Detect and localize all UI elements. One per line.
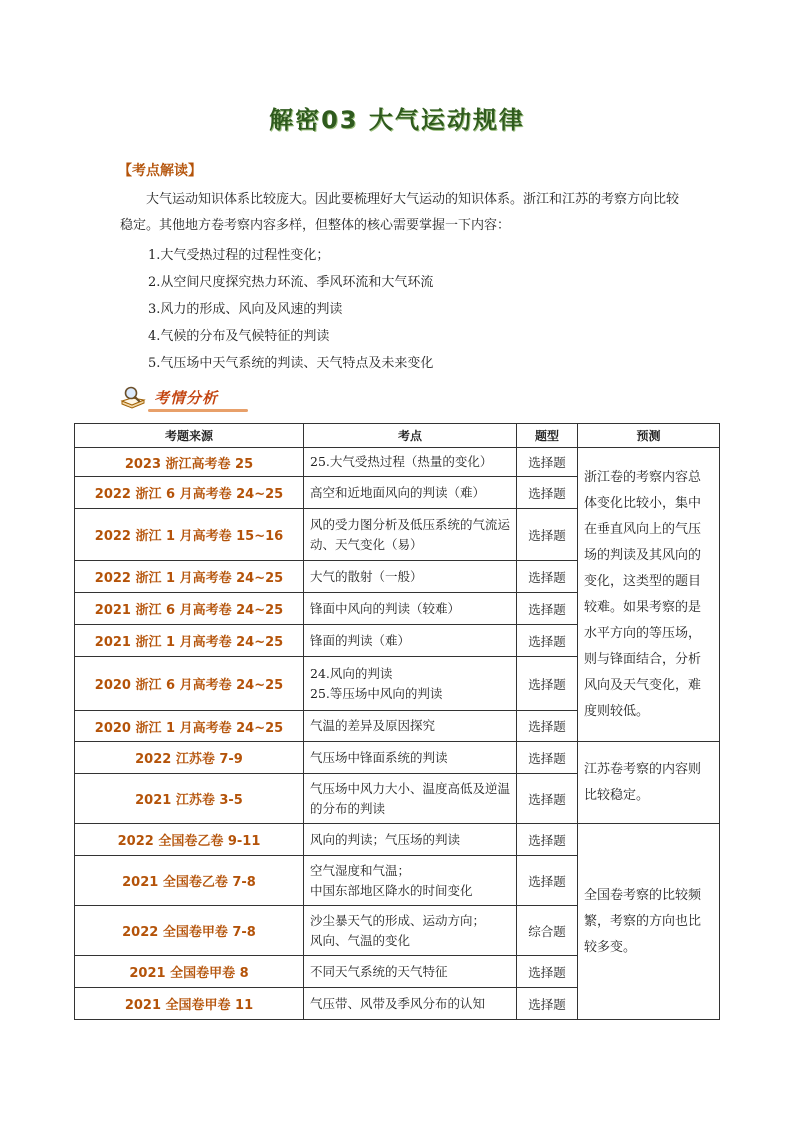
- column-header: 预测: [578, 424, 720, 448]
- type-cell: 选择题: [517, 593, 578, 625]
- point-line: 中国东部地区降水的时间变化: [310, 882, 473, 898]
- list-item: 2.从空间尺度探究热力环流、季风环流和大气环流: [148, 275, 434, 290]
- banner-underline: [148, 409, 248, 412]
- type-cell: 选择题: [517, 477, 578, 509]
- type-cell: 选择题: [517, 625, 578, 657]
- source-cell: 2020 浙江 1 月高考卷 24~25: [75, 711, 304, 742]
- column-header: 题型: [517, 424, 578, 448]
- type-cell: 选择题: [517, 856, 578, 906]
- source-cell: 2020 浙江 6 月高考卷 24~25: [75, 657, 304, 711]
- source-cell: 2021 全国卷乙卷 7-8: [75, 856, 304, 906]
- point-cell: 气压带、风带及季风分布的认知: [304, 988, 517, 1020]
- table-header-row: [75, 424, 720, 448]
- point-cell: [304, 856, 517, 906]
- point-cell: 大气的散射（一般）: [304, 561, 517, 593]
- point-cell: 气压场中风力大小、温度高低及逆温的分布的判读: [304, 774, 517, 824]
- source-cell: 2022 浙江 6 月高考卷 24~25: [75, 477, 304, 509]
- source-cell: 2021 全国卷甲卷 8: [75, 956, 304, 988]
- column-header: 考点: [304, 424, 517, 448]
- type-cell: 选择题: [517, 824, 578, 856]
- list-item: 4.气候的分布及气候特征的判读: [148, 329, 330, 344]
- prediction-national: 全国卷考察的比较频繁，考察的方向也比较多变。: [578, 824, 720, 1020]
- key-points-list: [148, 242, 433, 377]
- point-line: 风向、气温的变化: [310, 932, 411, 948]
- source-cell: 2021 江苏卷 3-5: [75, 774, 304, 824]
- point-cell: 气温的差异及原因探究: [304, 711, 517, 742]
- type-cell: 选择题: [517, 988, 578, 1020]
- point-line: 25.等压场中风向的判读: [310, 685, 443, 701]
- prediction-jiangsu: 江苏卷考察的内容则比较稳定。: [578, 742, 720, 824]
- type-cell: 选择题: [517, 711, 578, 742]
- list-item: 3.风力的形成、风向及风速的判读: [148, 302, 343, 317]
- point-cell: [304, 657, 517, 711]
- source-cell: 2021 浙江 6 月高考卷 24~25: [75, 593, 304, 625]
- exam-analysis-table: [74, 423, 720, 1020]
- source-cell: 2023 浙江高考卷 25: [75, 448, 304, 477]
- type-cell: 选择题: [517, 448, 578, 477]
- page-title: 解密03 大气运动规律: [269, 106, 525, 134]
- point-cell: 气压场中锋面系统的判读: [304, 742, 517, 774]
- point-line: 空气湿度和气温；: [310, 862, 411, 878]
- type-cell: 选择题: [517, 561, 578, 593]
- source-cell: 2021 浙江 1 月高考卷 24~25: [75, 625, 304, 657]
- type-cell: 选择题: [517, 742, 578, 774]
- point-cell: 不同天气系统的天气特征: [304, 956, 517, 988]
- point-cell: 锋面中风向的判读（较难）: [304, 593, 517, 625]
- intro-paragraph: [120, 187, 690, 239]
- type-cell: 选择题: [517, 956, 578, 988]
- source-cell: 2022 浙江 1 月高考卷 24~25: [75, 561, 304, 593]
- point-line: 沙尘暴天气的形成、运动方向；: [310, 912, 486, 928]
- source-cell: 2022 全国卷乙卷 9-11: [75, 824, 304, 856]
- list-item: 1.大气受热过程的过程性变化；: [148, 248, 330, 263]
- source-cell: 2022 江苏卷 7-9: [75, 742, 304, 774]
- type-cell: 选择题: [517, 774, 578, 824]
- magnifier-book-icon: [120, 385, 146, 409]
- source-cell: 2021 全国卷甲卷 11: [75, 988, 304, 1020]
- type-cell: 选择题: [517, 509, 578, 561]
- analysis-banner: [118, 383, 248, 413]
- point-cell: 25.大气受热过程（热量的变化）: [304, 448, 517, 477]
- point-cell: 风的受力图分析及低压系统的气流运动、天气变化（易）: [304, 509, 517, 561]
- type-cell: 综合题: [517, 906, 578, 956]
- type-cell: 选择题: [517, 657, 578, 711]
- table-row: [75, 824, 720, 856]
- prediction-zhejiang: 浙江卷的考察内容总体变化比较小，集中在垂直风向上的气压场的判读及其风向的变化，这类型的题目较难。如果考察的是水平方向的等压场，则与锋面结合，分析风向及天气变化，难度则较低。: [578, 448, 720, 742]
- table-row: [75, 448, 720, 477]
- point-cell: 锋面的判读（难）: [304, 625, 517, 657]
- point-cell: 风向的判读；气压场的判读: [304, 824, 517, 856]
- point-line: 24.风向的判读: [310, 665, 393, 681]
- point-cell: 高空和近地面风向的判读（难）: [304, 477, 517, 509]
- section-heading: 【考点解读】: [118, 163, 202, 179]
- banner-label: 考情分析: [154, 389, 219, 407]
- source-cell: 2022 浙江 1 月高考卷 15~16: [75, 509, 304, 561]
- intro-text: 大气运动知识体系比较庞大。因此要梳理好大气运动的知识体系。浙江和江苏的考察方向比较稳定。其他地方卷考察内容多样，但整体的核心需要掌握一下内容：: [120, 192, 680, 233]
- table-row: [75, 742, 720, 774]
- column-header: 考题来源: [75, 424, 304, 448]
- point-cell: [304, 906, 517, 956]
- source-cell: 2022 全国卷甲卷 7-8: [75, 906, 304, 956]
- list-item: 5.气压场中天气系统的判读、天气特点及未来变化: [148, 356, 434, 371]
